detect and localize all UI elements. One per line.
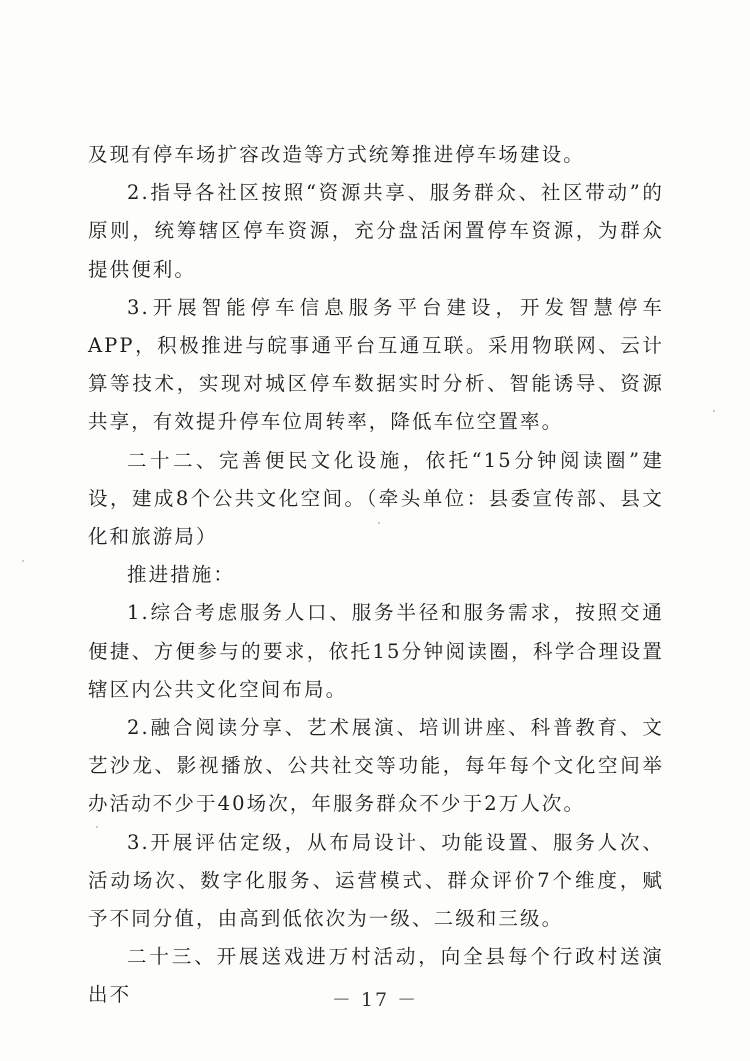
paragraph-3: 3.开展智能停车信息服务平台建设，开发智慧停车APP，积极推进与皖事通平台互通互联。采用物联网、云计算等技术，实现对城区停车数据实时分析、智能诱导、资源共享，有效提升停车位周转率，降低车位空置率。 [88,295,664,434]
scan-speck [713,410,715,412]
paragraph-4: 二十二、完善便民文化设施，依托“15分钟阅读圈”建设，建成8个公共文化空间。（牵头单位：县委宣传部、县文化和旅游局） [88,448,664,549]
paragraph-1: 及现有停车场扩容改造等方式统筹推进停车场建设。 [88,143,585,166]
paragraph-8: 3.开展评估定级，从布局设计、功能设置、服务人次、活动场次、数字化服务、运营模式、群众评价7个维度，赋予不同分值，由高到低依次为一级、二级和三级。 [88,830,664,931]
scan-speck [22,560,24,562]
paragraph-6: 1.综合考虑服务人口、服务半径和服务需求，按照交通便捷、方便参与的要求，依托15分钟阅读圈，科学合理设置辖区内公共文化空间布局。 [88,601,664,701]
scan-speck [378,522,380,524]
scan-speck [96,826,98,828]
page-number: － 17 － [331,989,419,1011]
paragraph-7: 2.融合阅读分享、艺术展演、培训讲座、科普教育、文艺沙龙、影视播放、公共社交等功能，每年每个文化空间举办活动不少于40场次，年服务群众不少于2万人次。 [88,716,664,816]
body-text [88,136,664,1015]
paragraph-5: 推进措施： [127,563,236,587]
paragraph-9: 二十三、开展送戏进万村活动，向全县每个行政村送演出不 [88,945,664,1007]
paragraph-2: 2.指导各社区按照“资源共享、服务群众、社区带动”的原则，统筹辖区停车资源，充分盘活闲置停车资源，为群众提供便利。 [88,181,664,281]
